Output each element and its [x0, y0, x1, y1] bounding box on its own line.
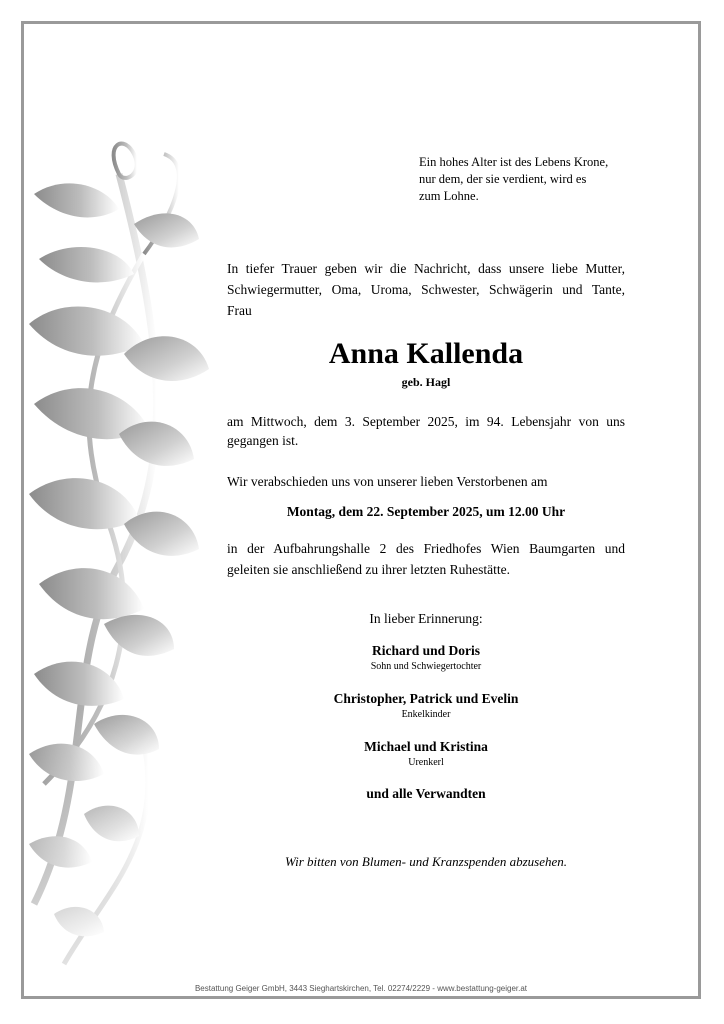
deceased-name: Anna Kallenda — [328, 337, 524, 370]
mourner-name: Michael und Kristina — [364, 739, 488, 754]
mourner-relation: Urenkerl — [408, 757, 444, 768]
flower-request: Wir bitten von Blumen- und Kranzspenden abzusehen. — [285, 854, 567, 869]
mourner-entry — [227, 642, 625, 673]
death-notice-line: am Mittwoch, dem 3. September 2025, im 94. Lebensjahr von uns — [227, 414, 625, 429]
motto-line: nur dem, der sie verdient, wird es — [419, 172, 587, 186]
motto-line: Ein hohes Alter ist des Lebens Krone, — [419, 155, 609, 169]
motto-line: zum Lohne. — [419, 189, 479, 203]
mourner-relation: Enkelkinder — [401, 709, 451, 720]
maiden-name: geb. Hagl — [401, 375, 451, 389]
mourner-entry — [227, 690, 625, 721]
death-notice-line: gegangen ist. — [227, 433, 299, 448]
motto-quote — [419, 154, 659, 205]
mourner-relation: Sohn und Schwiegertochter — [370, 661, 482, 672]
location-line: geleiten sie anschließend zu ihrer letzten Ruhestätte. — [227, 562, 511, 577]
farewell-text: Wir verabschieden uns von unserer lieben Verstorbenen am — [227, 474, 548, 489]
notice-frame — [21, 21, 701, 999]
location-line: in der Aufbahrungshalle 2 des Friedhofes Wien Baumgarten und — [227, 541, 625, 556]
memory-heading: In lieber Erinnerung: — [369, 611, 483, 626]
floral-vine-ornament-icon — [24, 24, 224, 999]
funeral-location — [227, 538, 625, 580]
intro-text — [227, 258, 625, 321]
intro-line: Schwiegermutter, Oma, Uroma, Schwester, Schwägerin und Tante, — [227, 282, 625, 297]
mourner-name: Richard und Doris — [371, 643, 481, 658]
funeral-home-footer: Bestattung Geiger GmbH, 3443 Sieghartskirchen, Tel. 02274/2229 - www.bestattung-geiger.at — [194, 984, 528, 993]
intro-line: Frau — [227, 303, 252, 318]
intro-line: In tiefer Trauer geben wir die Nachricht, dass unsere liebe Mutter, — [227, 261, 625, 276]
mourner-name: Christopher, Patrick und Evelin — [333, 691, 519, 706]
funeral-date: Montag, dem 22. September 2025, um 12.00 Uhr — [286, 504, 566, 519]
other-relatives: und alle Verwandten — [366, 786, 486, 801]
mourner-entry — [227, 738, 625, 769]
death-notice — [227, 412, 625, 450]
